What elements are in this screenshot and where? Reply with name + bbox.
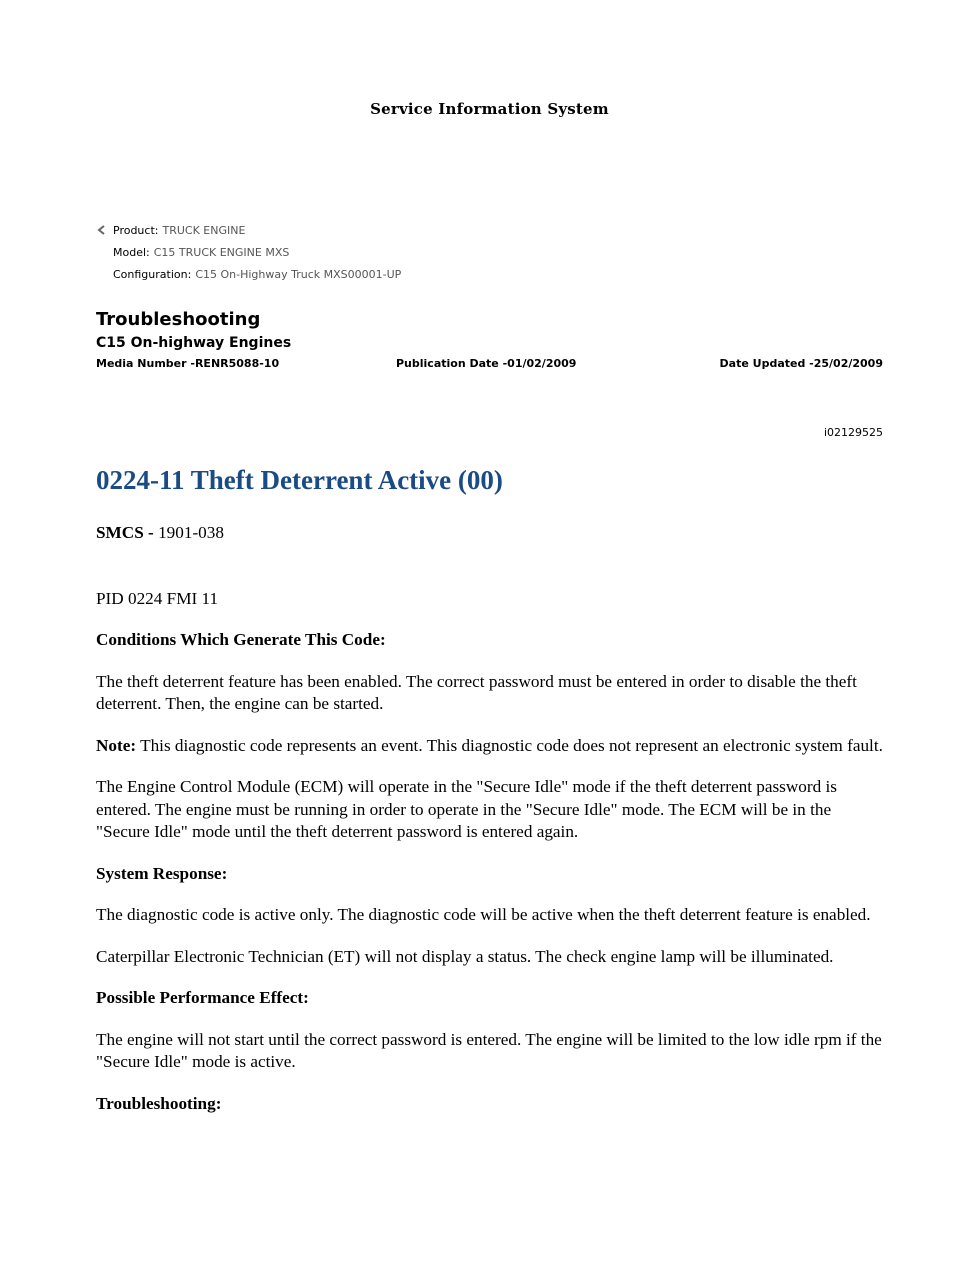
article-body — [96, 522, 886, 1134]
product-info — [96, 223, 401, 289]
model-row — [96, 245, 401, 267]
conditions-paragraph: The theft deterrent feature has been enabled. The correct password must be entered in order to disable the theft deterrent. Then, the engine can be started. — [96, 671, 857, 713]
smcs-value: 1901-038 — [158, 523, 224, 542]
publication-date: Publication Date -01/02/2009 — [396, 357, 577, 370]
note-paragraph — [96, 735, 886, 758]
product-value: TRUCK ENGINE — [162, 224, 246, 237]
system-response-paragraph: The diagnostic code is active only. The diagnostic code will be active when the theft deterrent feature is enabled. — [96, 905, 871, 924]
document-subtitle: C15 On-highway Engines — [96, 335, 292, 351]
performance-effect-heading: Possible Performance Effect: — [96, 988, 309, 1007]
configuration-row — [96, 267, 401, 289]
document-title: Troubleshooting — [96, 309, 261, 330]
configuration-value: C15 On-Highway Truck MXS00001-UP — [195, 268, 402, 281]
media-number: Media Number -RENR5088-10 — [96, 357, 280, 370]
note-label: Note: — [96, 735, 137, 755]
publication-row — [96, 357, 883, 375]
pid-line: PID 0224 FMI 11 — [96, 588, 219, 608]
document-header — [96, 309, 883, 375]
document-id: i02129525 — [823, 426, 883, 439]
model-label: Model: — [113, 246, 150, 259]
product-row — [96, 223, 401, 245]
date-updated: Date Updated -25/02/2009 — [719, 357, 883, 370]
conditions-heading: Conditions Which Generate This Code: — [96, 630, 386, 649]
smcs-label: SMCS - — [96, 523, 159, 542]
secure-idle-paragraph: The Engine Control Module (ECM) will operate in the "Secure Idle" mode if the theft deterrent password is entered. The engine must be running in order to operate in the "Secure Idle" mode. The ECM will be in the "Secure Idle" mode until the theft deterrent password is entered again. — [96, 777, 837, 841]
model-value: C15 TRUCK ENGINE MXS — [153, 246, 290, 259]
et-status-paragraph: Caterpillar Electronic Technician (ET) will not display a status. The check engine lamp will be illuminated. — [96, 946, 834, 966]
back-arrow-icon[interactable] — [96, 224, 108, 236]
configuration-label: Configuration: — [113, 268, 192, 281]
smcs-line — [96, 522, 886, 545]
product-label: Product: — [113, 224, 159, 237]
troubleshooting-heading: Troubleshooting: — [96, 1093, 222, 1113]
system-response-heading: System Response: — [96, 863, 228, 883]
article-title: 0224-11 Theft Deterrent Active (00) — [96, 465, 503, 495]
performance-effect-paragraph: The engine will not start until the correct password is entered. The engine will be limited to the low idle rpm if the "Secure Idle" mode is active. — [96, 1029, 882, 1071]
system-title: Service Information System — [370, 100, 609, 118]
note-text: This diagnostic code represents an event. This diagnostic code does not represent an electronic system fault. — [136, 735, 883, 755]
